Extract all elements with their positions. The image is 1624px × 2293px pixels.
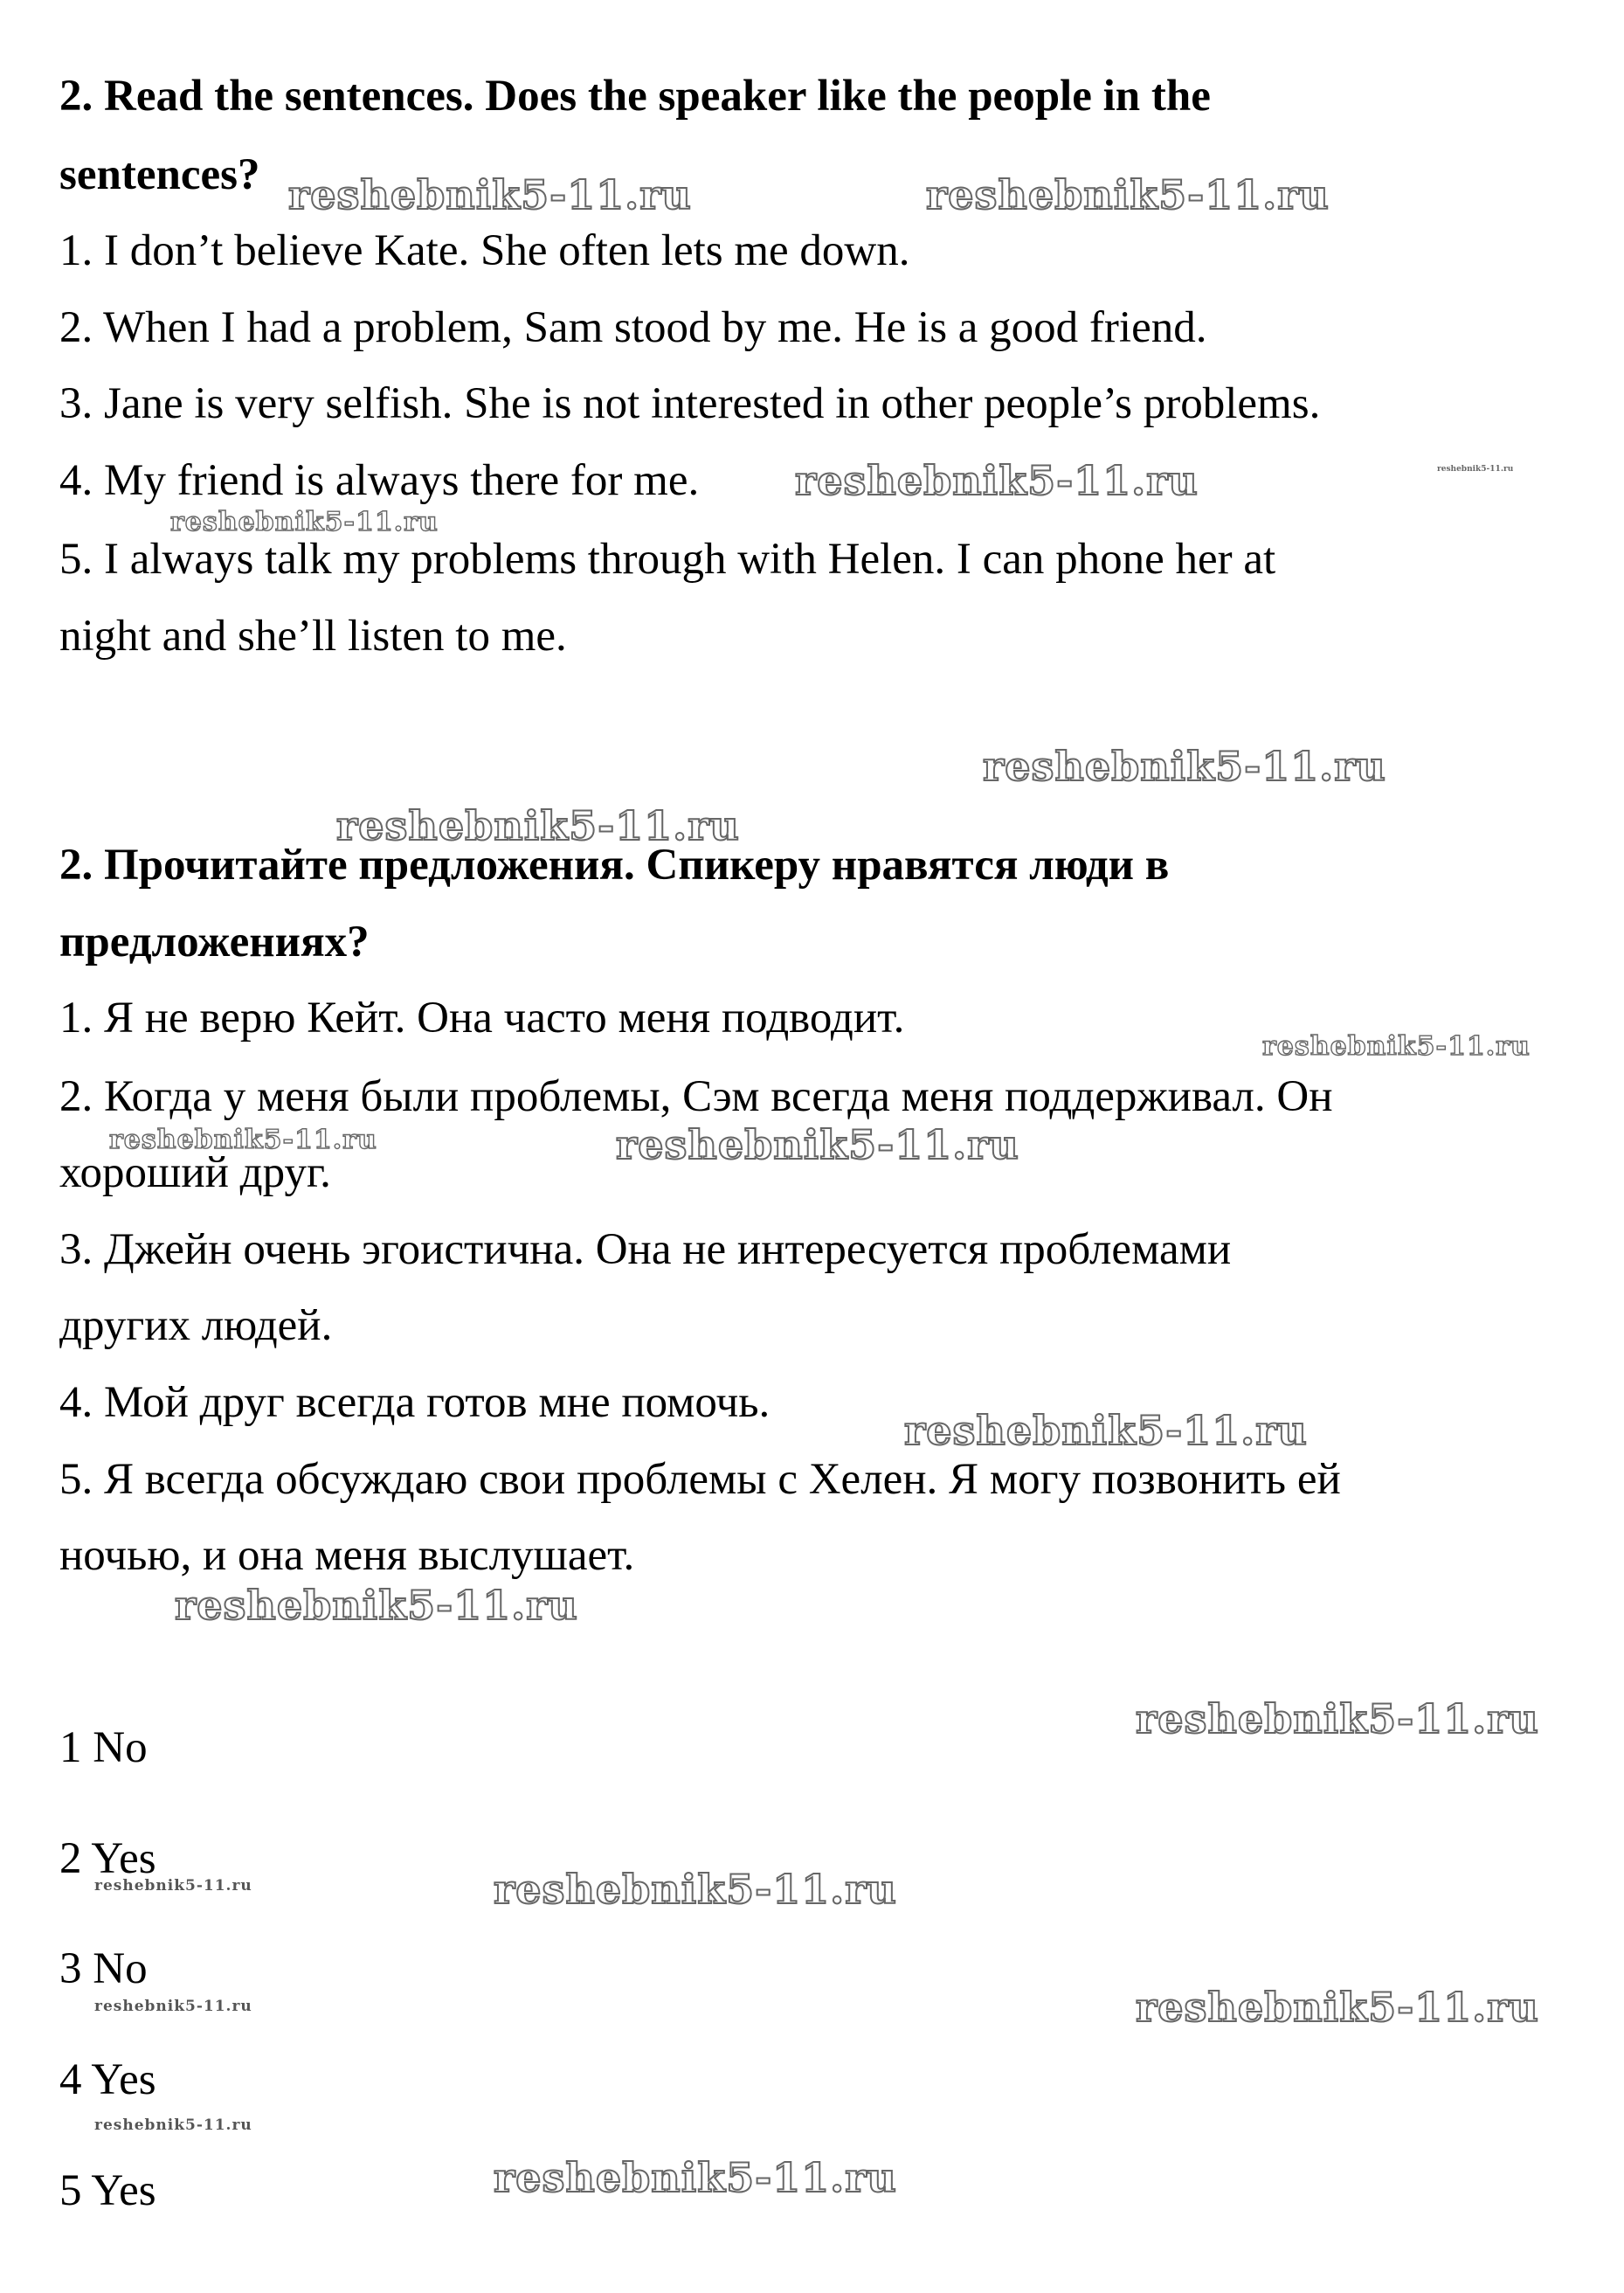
watermark: reshebnik5-11.ru	[983, 743, 1386, 790]
russian-sentence-3-cont: других людей.	[59, 1301, 333, 1350]
watermark: reshebnik5-11.ru	[904, 1407, 1308, 1454]
watermark: reshebnik5-11.ru	[616, 1121, 1019, 1168]
russian-sentence-2: 2. Когда у меня были проблемы, Сэм всегда меня поддерживал. Он	[59, 1072, 1333, 1121]
english-sentence-5-cont: night and she’ll listen to me.	[59, 612, 567, 661]
watermark: reshebnik5-11.ru	[175, 1582, 578, 1629]
russian-heading-line-2: предложениях?	[59, 918, 370, 966]
watermark: reshebnik5-11.ru	[94, 1998, 252, 2015]
english-sentence-5: 5. I always talk my problems through with Helen. I can phone her at	[59, 535, 1276, 584]
watermark: reshebnik5-11.ru	[926, 171, 1330, 218]
answer-5: 5 Yes	[59, 2166, 156, 2215]
answer-3: 3 No	[59, 1944, 148, 1993]
english-sentence-2: 2. When I had a problem, Sam stood by me. He is a good friend.	[59, 303, 1207, 352]
english-sentence-1: 1. I don’t believe Kate. She often lets me down.	[59, 226, 910, 275]
answer-2: 2 Yes	[59, 1834, 156, 1883]
watermark: reshebnik5-11.ru	[94, 1877, 252, 1895]
watermark: reshebnik5-11.ru	[170, 507, 439, 537]
english-sentence-3: 3. Jane is very selfish. She is not interested in other people’s problems.	[59, 379, 1321, 428]
watermark: reshebnik5-11.ru	[494, 2154, 897, 2201]
watermark: reshebnik5-11.ru	[1262, 1031, 1531, 1062]
russian-sentence-3: 3. Джейн очень эгоистична. Она не интересуется проблемами	[59, 1225, 1232, 1274]
watermark: reshebnik5-11.ru	[109, 1125, 377, 1155]
english-sentence-4: 4. My friend is always there for me.	[59, 456, 700, 505]
english-heading-line-1: 2. Read the sentences. Does the speaker like the people in the	[59, 72, 1211, 121]
answer-4: 4 Yes	[59, 2055, 156, 2104]
russian-sentence-5: 5. Я всегда обсуждаю свои проблемы с Хелен. Я могу позвонить ей	[59, 1455, 1341, 1504]
english-heading-line-2: sentences?	[59, 150, 260, 199]
watermark: reshebnik5-11.ru	[336, 802, 740, 849]
watermark: reshebnik5-11.ru	[1136, 1695, 1539, 1742]
watermark: reshebnik5-11.ru	[1437, 465, 1514, 474]
watermark: reshebnik5-11.ru	[94, 2116, 252, 2134]
russian-heading-line-1: 2. Прочитайте предложения. Спикеру нравятся люди в	[59, 841, 1170, 890]
watermark: reshebnik5-11.ru	[1136, 1984, 1539, 2031]
watermark: reshebnik5-11.ru	[494, 1866, 897, 1913]
answer-1: 1 No	[59, 1723, 148, 1772]
russian-sentence-4: 4. Мой друг всегда готов мне помочь.	[59, 1378, 771, 1427]
russian-sentence-1: 1. Я не верю Кейт. Она часто меня подводит.	[59, 994, 905, 1043]
watermark: reshebnik5-11.ru	[288, 171, 692, 218]
watermark: reshebnik5-11.ru	[795, 457, 1199, 504]
russian-sentence-2-cont: хороший друг.	[59, 1148, 331, 1197]
russian-sentence-5-cont: ночью, и она меня выслушает.	[59, 1531, 635, 1580]
